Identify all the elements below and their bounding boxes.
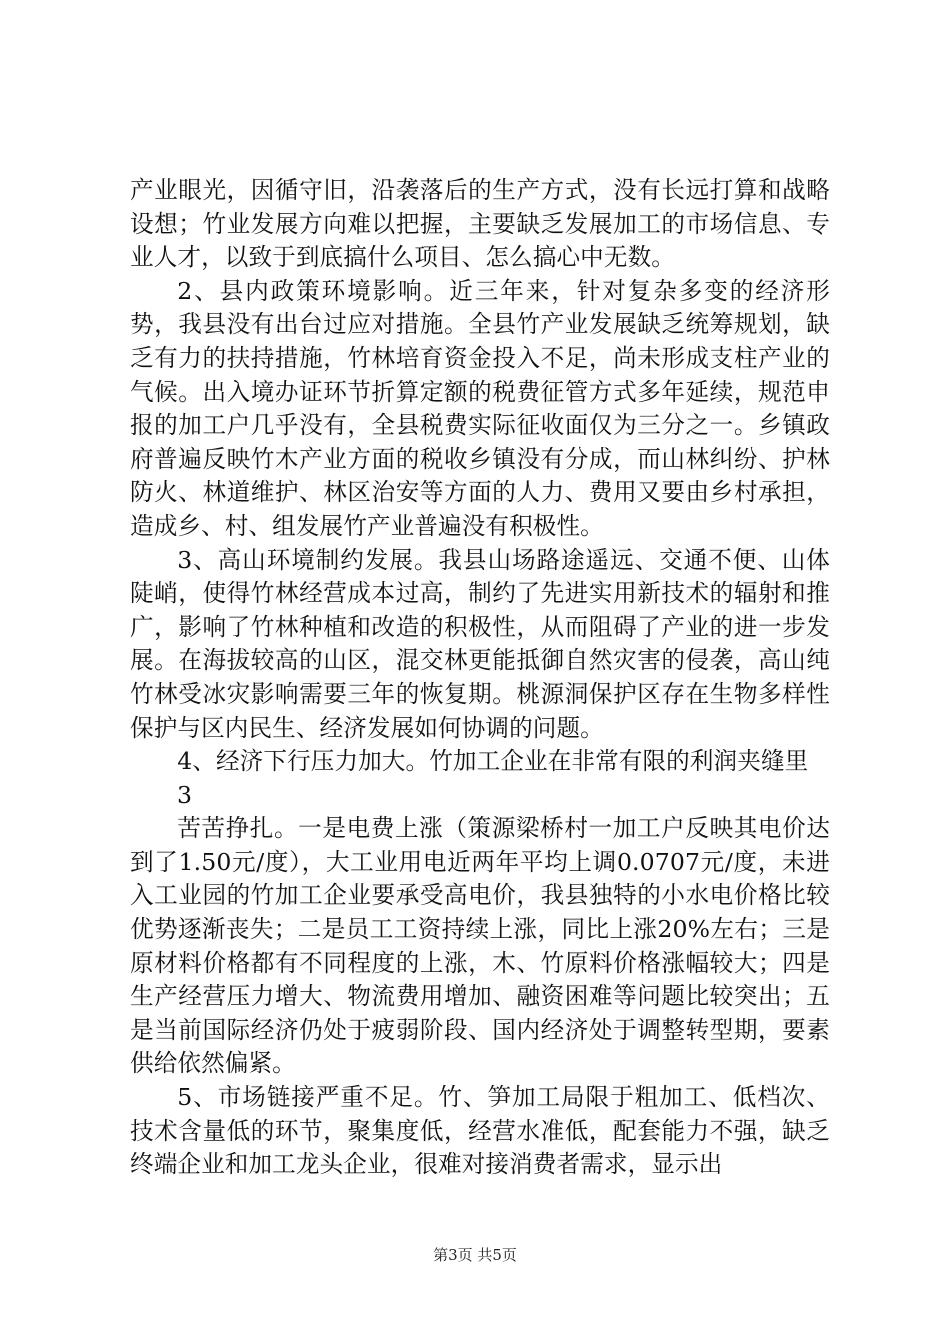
- paragraph-struggle-details: 苦苦挣扎。一是电费上涨（策源梁桥村一加工户反映其电价达到了1.50元/度），大工业用电近两年平均上调0.0707元/度，未进入工业园的竹加工企业要承受高电价，我县独特的小水电价格比较优势逐渐丧失；二是员工工资持续上涨，同比上涨20%左右；三是原材料价格都有不同程度的上涨，木、竹原料价格涨幅较大；四是生产经营压力增大、物流费用增加、融资困难等问题比较突出；五是当前国际经济仍处于疲弱阶段、国内经济处于调整转型期，要素供给依然偏紧。: [130, 814, 830, 1078]
- paragraph-policy-environment: 2、县内政策环境影响。近三年来，针对复杂多变的经济形势，我县没有出台过应对措施。全县竹产业发展缺乏统筹规划，缺乏有力的扶持措施，竹林培育资金投入不足，尚未形成支柱产业的气候。出入境办证环节折算定额的税费征管方式多年延续，规范申报的加工户几乎没有，全县税费实际征收面仅为三分之一。乡镇政府普遍反映竹木产业方面的税收乡镇没有分成，而山林纠纷、护林防火、林道维护、林区治安等方面的人力、费用又要由乡村承担，造成乡、村、组发展竹产业普遍没有积极性。: [130, 276, 830, 540]
- page-footer: 第3页 共5页: [433, 1246, 517, 1264]
- document-body: [130, 174, 830, 1182]
- inline-page-number: 3: [177, 780, 193, 809]
- paragraph-continuation: 产业眼光，因循守旧，沿袭落后的生产方式，没有长远打算和战略设想；竹业发展方向难以把握，主要缺乏发展加工的市场信息、专业人才，以致于到底搞什么项目、怎么搞心中无数。: [130, 176, 830, 272]
- paragraph-market-link: 5、市场链接严重不足。竹、笋加工局限于粗加工、低档次、技术含量低的环节，聚集度低，经营水准低，配套能力不强，缺乏终端企业和加工龙头企业，很难对接消费者需求，显示出: [130, 1083, 830, 1179]
- paragraph-mountain-environment: 3、高山环境制约发展。我县山场路途遥远、交通不便、山体陡峭，使得竹林经营成本过高，制约了先进实用新技术的辐射和推广，影响了竹林种植和改造的积极性，从而阻碍了产业的进一步发展。在海拔较高的山区，混交林更能抵御自然灾害的侵袭，高山纯竹林受冰灾影响需要三年的恢复期。桃源洞保护区存在生物多样性保护与区内民生、经济发展如何协调的问题。: [130, 545, 830, 742]
- paragraph-economic-pressure: 4、经济下行压力加大。竹加工企业在非常有限的利润夹缝里: [177, 747, 809, 776]
